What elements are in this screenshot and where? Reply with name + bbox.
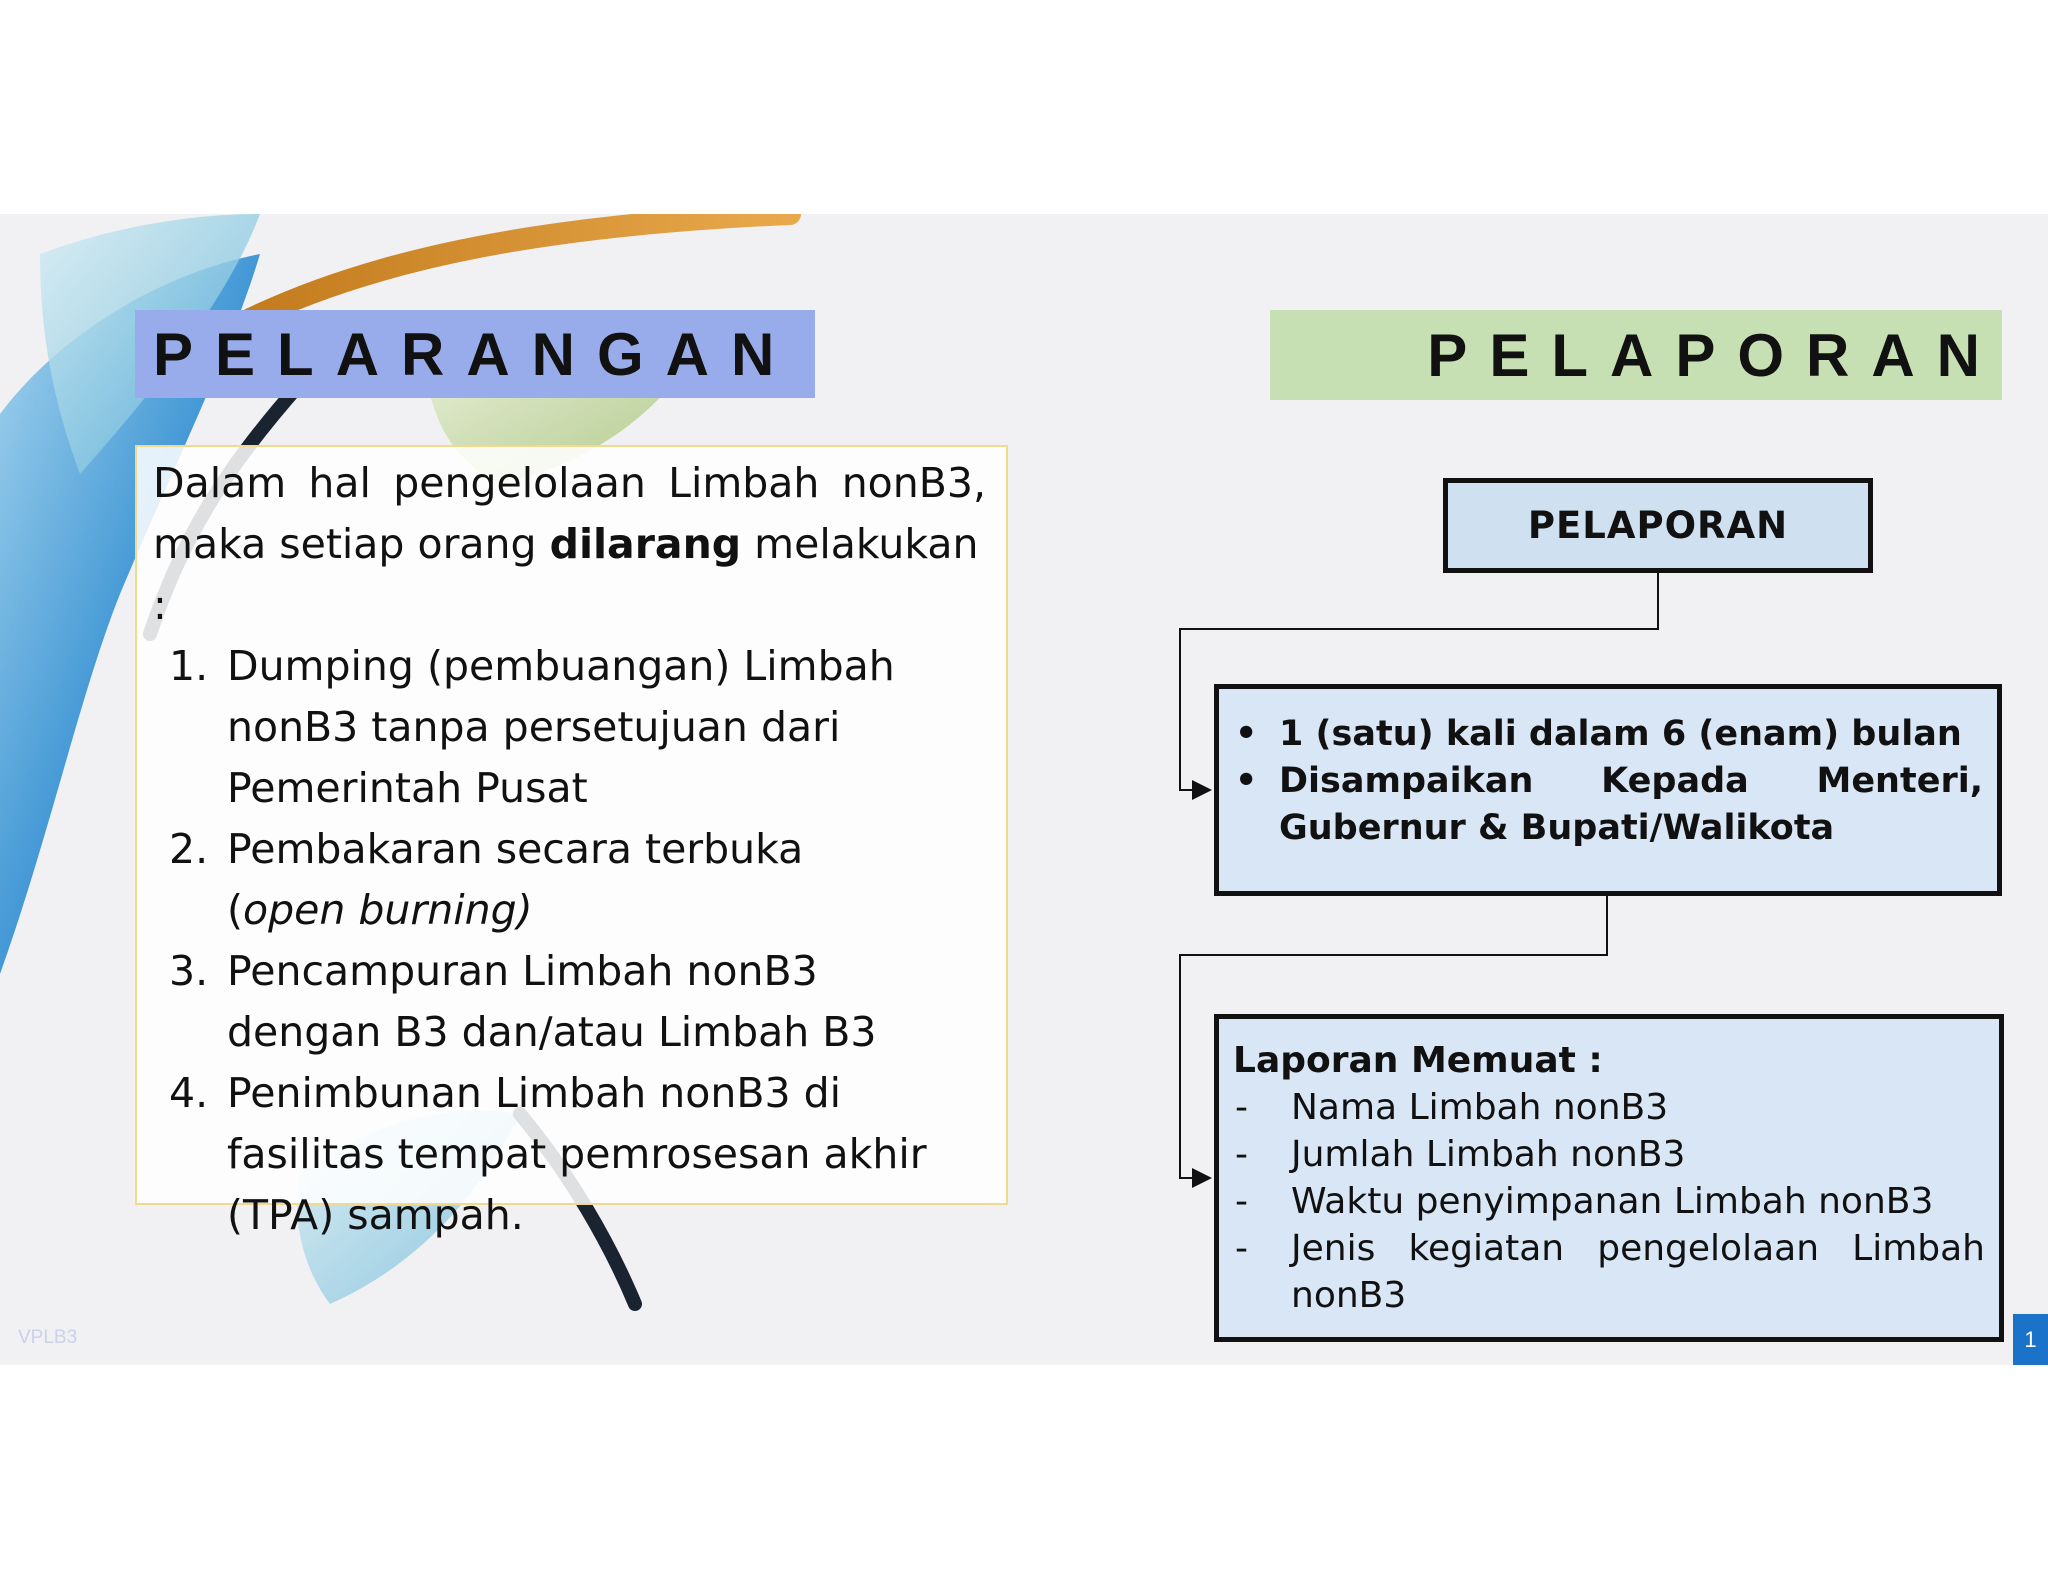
reporting-title: PELAPORAN	[1270, 310, 2002, 400]
footer-text: VPLB3	[18, 1327, 78, 1348]
reporting-node: PELAPORAN	[1443, 478, 1873, 573]
list-item: - Nama Limbah nonB3	[1233, 1084, 1985, 1131]
list-item: - Jumlah Limbah nonB3	[1233, 1131, 1985, 1178]
feather-quill-orange	[240, 214, 790, 324]
report-content-list	[1233, 1084, 1985, 1319]
list-item: 3. Pencampuran Limbah nonB3 dengan B3 dan/atau Limbah B3	[169, 947, 877, 1056]
prohibition-box	[135, 445, 1008, 1239]
list-item: • 1 (satu) kali dalam 6 (enam) bulan	[1233, 711, 1983, 758]
report-content-title: Laporan Memuat :	[1233, 1040, 1603, 1081]
prohibition-title: PELARANGAN	[135, 310, 815, 398]
list-item: 2. Pembakaran secara terbuka (open burning)	[169, 825, 804, 934]
list-item: - Jenis kegiatan pengelolaan Limbah nonB3	[1233, 1225, 1985, 1319]
report-content-node	[1214, 1014, 2004, 1342]
list-item: • Disampaikan Kepada Menteri, Gubernur & Bupati/Walikota	[1233, 758, 1983, 852]
prohibited-keyword: dilarang	[549, 520, 742, 568]
frequency-list	[1233, 711, 1983, 852]
frequency-node	[1214, 684, 2002, 896]
prohibition-list	[153, 636, 986, 1246]
page-number-badge: 1	[2013, 1314, 2048, 1365]
list-item: 4. Penimbunan Limbah nonB3 di fasilitas tempat pemrosesan akhir (TPA) sampah.	[169, 1069, 927, 1239]
list-item: - Waktu penyimpanan Limbah nonB3	[1233, 1178, 1985, 1225]
list-item: 1. Dumping (pembuangan) Limbah nonB3 tanpa persetujuan dari Pemerintah Pusat	[169, 642, 895, 812]
prohibition-intro-line1: Dalam hal pengelolaan Limbah nonB3,	[153, 459, 986, 507]
prohibition-intro-line2: maka setiap orang dilarang melakukan :	[153, 520, 979, 629]
slide	[0, 214, 2048, 1365]
